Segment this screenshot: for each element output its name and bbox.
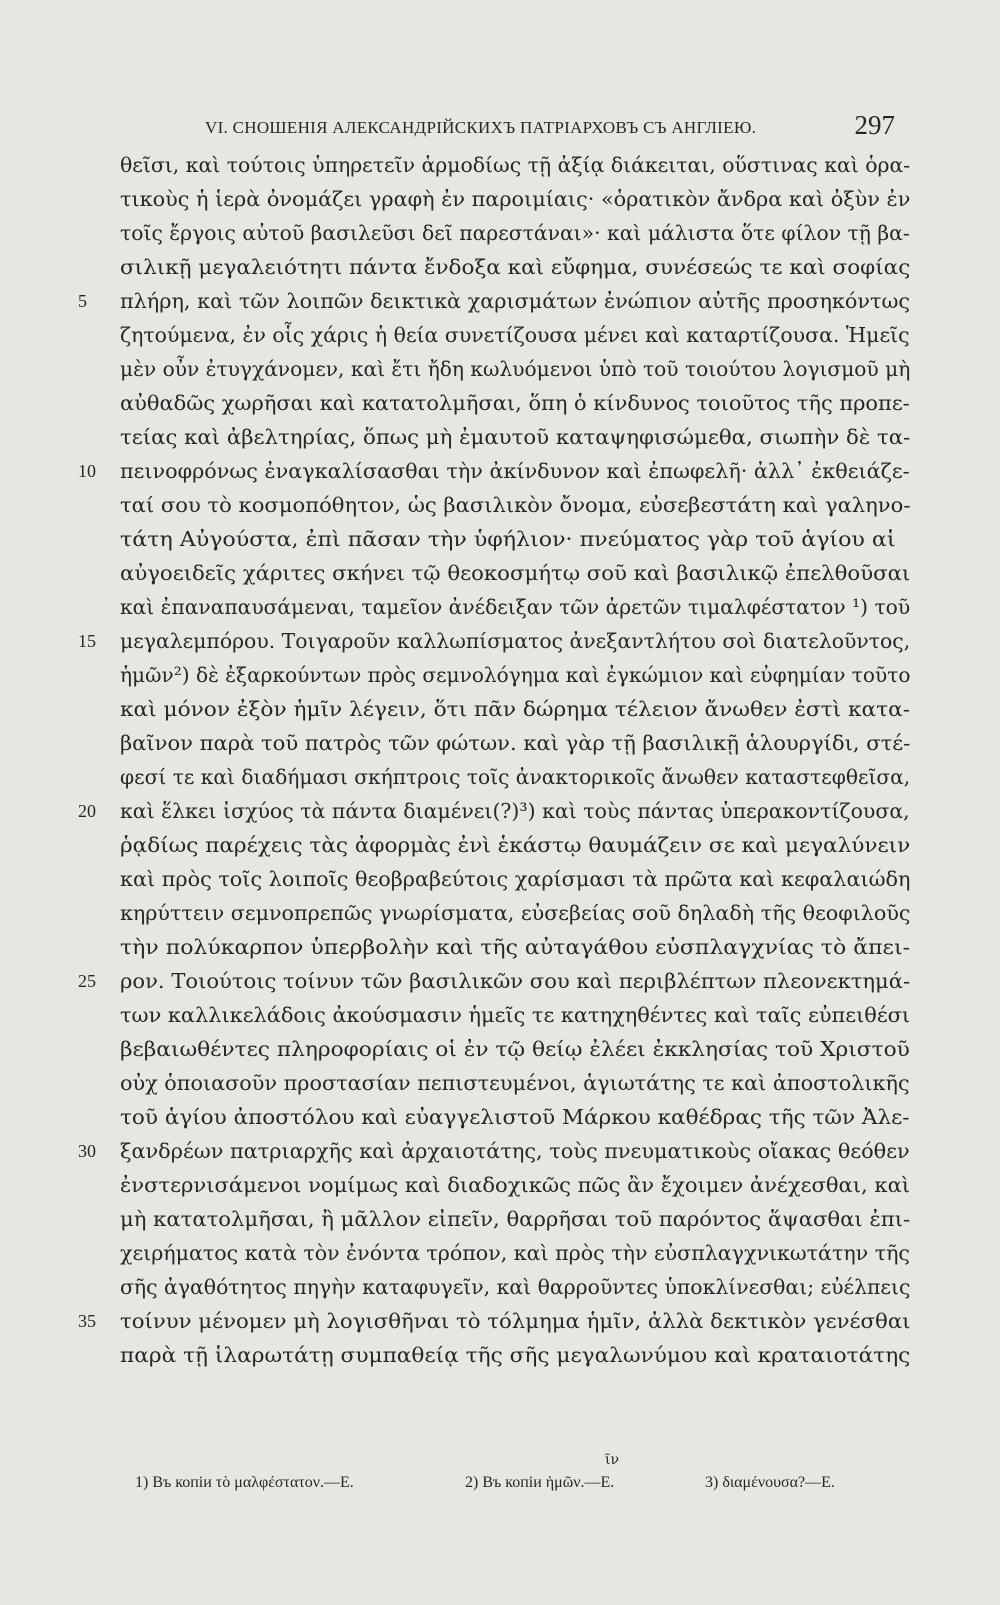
running-head: VI. СНОШЕНІЯ АЛЕКСАНДРІЙСКИХЪ ПАТРІАРХОВЪ СЪ АНГЛІЕЮ. [205, 118, 757, 137]
text-line [70, 522, 900, 556]
footnote-1: 1) Въ копіи τὸ μαλφέστατον.—Е. [135, 1474, 354, 1491]
line-text: σιλικῇ μεγαλειότητι πάντα ἔνδοξα καὶ εὔφημα, συνέσεώς τε καὶ σοφίας [120, 255, 911, 279]
line-text: αὐθαδῶς χωρῆσαι καὶ κατατολμῆσαι, ὅπη ὁ κίνδυνος τοιοῦτος τῆς προπε- [120, 391, 910, 415]
line-text: βεβαιωθέντες πληροφορίαις οἱ ἐν τῷ θείῳ ἐλέει ἐκκλησίας τοῦ Χριστοῦ [120, 1037, 910, 1061]
line-text: τικοὺς ἡ ἱερὰ ὀνομάζει γραφὴ ἐν παροιμίαις· «ὁρατικὸν ἄνδρα καὶ ὀξὺν ἐν [120, 187, 911, 211]
text-line [70, 794, 910, 828]
text-line [70, 760, 911, 794]
text-line [70, 1202, 911, 1236]
line-number: 25 [78, 971, 96, 991]
text-line [70, 1304, 911, 1338]
line-number: 35 [78, 1311, 96, 1331]
line-text: παρὰ τῇ ἱλαρωτάτῃ συμπαθείᾳ τῆς σῆς μεγαλωνύμου καὶ κραταιοτάτης [120, 1343, 911, 1367]
line-text: πεινοφρόνως ἐναγκαλίσασθαι τὴν ἀκίνδυνον καὶ ἐπωφελῆ· ἀλλ᾽ ἐκθειάζε- [120, 459, 910, 483]
text-line [70, 352, 911, 386]
text-line [70, 692, 911, 726]
line-text: ἐνστερνισάμενοι νομίμως καὶ διαδοχικῶς πῶς ἂν ἔχοιμεν ἀνέχεσθαι, καὶ [120, 1173, 911, 1197]
line-text: των καλλικελάδοις ἀκούσμασιν ἡμεῖς τε κατηχηθέντες καὶ ταῖς εὐπειθέσι [120, 1003, 911, 1027]
text-line [70, 828, 911, 862]
line-number: 20 [78, 801, 96, 821]
line-text: πλήρη, καὶ τῶν λοιπῶν δεικτικὰ χαρισμάτων ἐνώπιον αὐτῆς προσηκόντως [120, 289, 911, 313]
footnotes [135, 1474, 895, 1504]
text-line [70, 862, 911, 896]
text-line [70, 148, 911, 182]
text-line [70, 250, 911, 284]
text-line [70, 1032, 910, 1066]
line-number: 10 [78, 461, 96, 481]
line-text: ταί σου τὸ κοσμοπόθητον, ὡς βασιλικὸν ὄνομα, εὐσεβεστάτη καὶ γαληνο- [120, 493, 911, 517]
text-line [70, 182, 911, 216]
line-text: τὴν πολύκαρπον ὑπερβολὴν καὶ τῆς αὐταγάθου εὐσπλαγχνίας τὸ ἄπει- [120, 935, 911, 959]
text-line [70, 488, 911, 522]
text-line [70, 590, 911, 624]
line-text: τοῖς ἔργοις αὐτοῦ βασιλεῦσι δεῖ παρεστάναι»· καὶ μάλιστα ὅτε φίλον τῇ βα- [120, 221, 910, 245]
line-text: οὐχ ὁποιασοῦν προστασίαν πεπιστευμένοι, ἁγιωτάτης τε καὶ ἀποστολικῆς [120, 1071, 910, 1095]
line-text: καὶ ἕλκει ἰσχύος τὰ πάντα διαμένει(?)³) καὶ τοὺς πάντας ὑπερακοντίζουσα, [120, 799, 910, 823]
line-text: κηρύττειν σεμνοπρεπῶς γνωρίσματα, εὐσεβείας σοῦ δηλαδὴ τῆς θεοφιλοῦς [120, 901, 911, 925]
text-line [70, 1270, 911, 1304]
line-text: χειρήματος κατὰ τὸν ἐνόντα τρόπον, καὶ πρὸς τὴν εὐσπλαγχνικωτάτην τῆς [120, 1241, 910, 1265]
line-text: ζητούμενα, ἐν οἷς χάρις ἡ θεία συνετίζουσα μένει καὶ καταρτίζουσα. Ἡμεῖς [120, 323, 910, 347]
text-line [70, 1236, 910, 1270]
line-number: 30 [78, 1141, 96, 1161]
text-line [70, 624, 911, 658]
line-text: καὶ ἐπαναπαυσάμεναι, ταμεῖον ἀνέδειξαν τῶν ἀρετῶν τιμαλφέστατον ¹) τοῦ [120, 595, 911, 619]
page-header [205, 110, 895, 150]
line-text: θεῖσι, καὶ τούτοις ὑπηρετεῖν ἁρμοδίως τῇ ἀξίᾳ διάκειται, οὕστινας καὶ ὁρα- [120, 153, 911, 177]
line-text: ῥᾳδίως παρέχεις τὰς ἀφορμὰς ἐνὶ ἑκάστῳ θαυμάζειν σε καὶ μεγαλύνειν [120, 833, 911, 857]
text-line [70, 556, 911, 590]
line-text: ρον. Τοιούτοις τοίνυν τῶν βασιλικῶν σου καὶ περιβλέπτων πλεονεκτημά- [120, 969, 911, 993]
line-text: ξανδρέων πατριαρχῆς καὶ ἀρχαιοτάτης, τοὺς πνευματικοὺς οἴακας θεόθεν [120, 1139, 910, 1163]
line-text: σῆς ἀγαθότητος πηγὴν καταφυγεῖν, καὶ θαρροῦντες ὑποκλίνεσθαι; εὐέλπεις [120, 1275, 911, 1299]
text-line [70, 1338, 911, 1372]
body-text [70, 148, 911, 1372]
text-line [70, 454, 910, 488]
text-line [70, 896, 911, 930]
text-line [70, 726, 911, 760]
line-text: καὶ πρὸς τοῖς λοιποῖς θεοβραβεύτοις χαρίσμασι τὰ πρῶτα καὶ κεφαλαιώδη [120, 867, 911, 891]
line-text: τοίνυν μένομεν μὴ λογισθῆναι τὸ τόλμημα ἡμῖν, ἀλλὰ δεκτικὸν γενέσθαι [120, 1309, 911, 1333]
text-line [70, 386, 910, 420]
text-line [70, 318, 910, 352]
text-line [70, 1134, 910, 1168]
text-line [70, 284, 911, 318]
line-text: μεγαλεμπόρου. Τοιγαροῦν καλλωπίσματος ἀνεξαντλήτου σοὶ διατελοῦντος, [120, 629, 911, 653]
text-line [70, 964, 911, 998]
line-text: τείας καὶ ἀβελτηρίας, ὅπως μὴ ἐμαυτοῦ καταψηφισώμεθα, σιωπὴν δὲ τα- [120, 425, 911, 449]
text-line [70, 998, 911, 1032]
footnote-3: 3) διαμένουσα?—Е. [705, 1474, 835, 1491]
text-line [70, 1168, 911, 1202]
line-text: μὲν οὖν ἐτυγχάνομεν, καὶ ἔτι ἤδη κωλυόμενοι ὑπὸ τοῦ τοιούτου λογισμοῦ μὴ [120, 357, 911, 381]
text-line [70, 658, 911, 692]
text-line [70, 1066, 910, 1100]
text-line [70, 1100, 910, 1134]
line-text: καὶ μόνον ἐξὸν ἡμῖν λέγειν, ὅτι πᾶν δώρημα τέλειον ἄνωθεν ἐστὶ κατα- [120, 697, 911, 721]
footnote-2: 2) Въ копіи ἡμῶν.—Е. [465, 1474, 615, 1491]
text-line [70, 216, 910, 250]
line-text: τοῦ ἁγίου ἀποστόλου καὶ εὐαγγελιστοῦ Μάρκου καθέδρας τῆς τῶν Ἀλε- [120, 1105, 910, 1129]
line-text: μὴ κατατολμῆσαι, ἢ μᾶλλον εἰπεῖν, θαρρῆσαι τοῦ παρόντος ἅψασθαι ἐπι- [120, 1207, 911, 1231]
line-text: βαῖνον παρὰ τοῦ πατρὸς τῶν φώτων. καὶ γὰρ τῇ βασιλικῇ ἁλουργίδι, στέ- [120, 731, 911, 755]
text-line [70, 930, 911, 964]
line-text: αὐγοειδεῖς χάριτες σκήνει τῷ θεοκοσμήτῳ σοῦ καὶ βασιλικῷ ἐπελθοῦσαι [120, 561, 911, 585]
line-text: ἡμῶν²) δὲ ἐξαρκούντων πρὸς σεμνολόγημα καὶ ἐγκώμιον καὶ εὐφημίαν τοῦτο [120, 663, 911, 687]
text-line [70, 420, 911, 454]
line-text: φεσί τε καὶ διαδήμασι σκήπτροις τοῖς ἀνακτορικοῖς ἄνωθεν καταστεφθεῖσα, [120, 765, 911, 789]
interlinear-note: ῖν [605, 1452, 619, 1468]
line-text: τάτη Αὐγούστα, ἐπὶ πᾶσαν τὴν ὑφήλιον· πνεύματος γὰρ τοῦ ἁγίου αἱ [120, 527, 896, 551]
line-number: 5 [78, 291, 87, 311]
page-number: 297 [854, 110, 895, 140]
line-number: 15 [78, 631, 96, 651]
